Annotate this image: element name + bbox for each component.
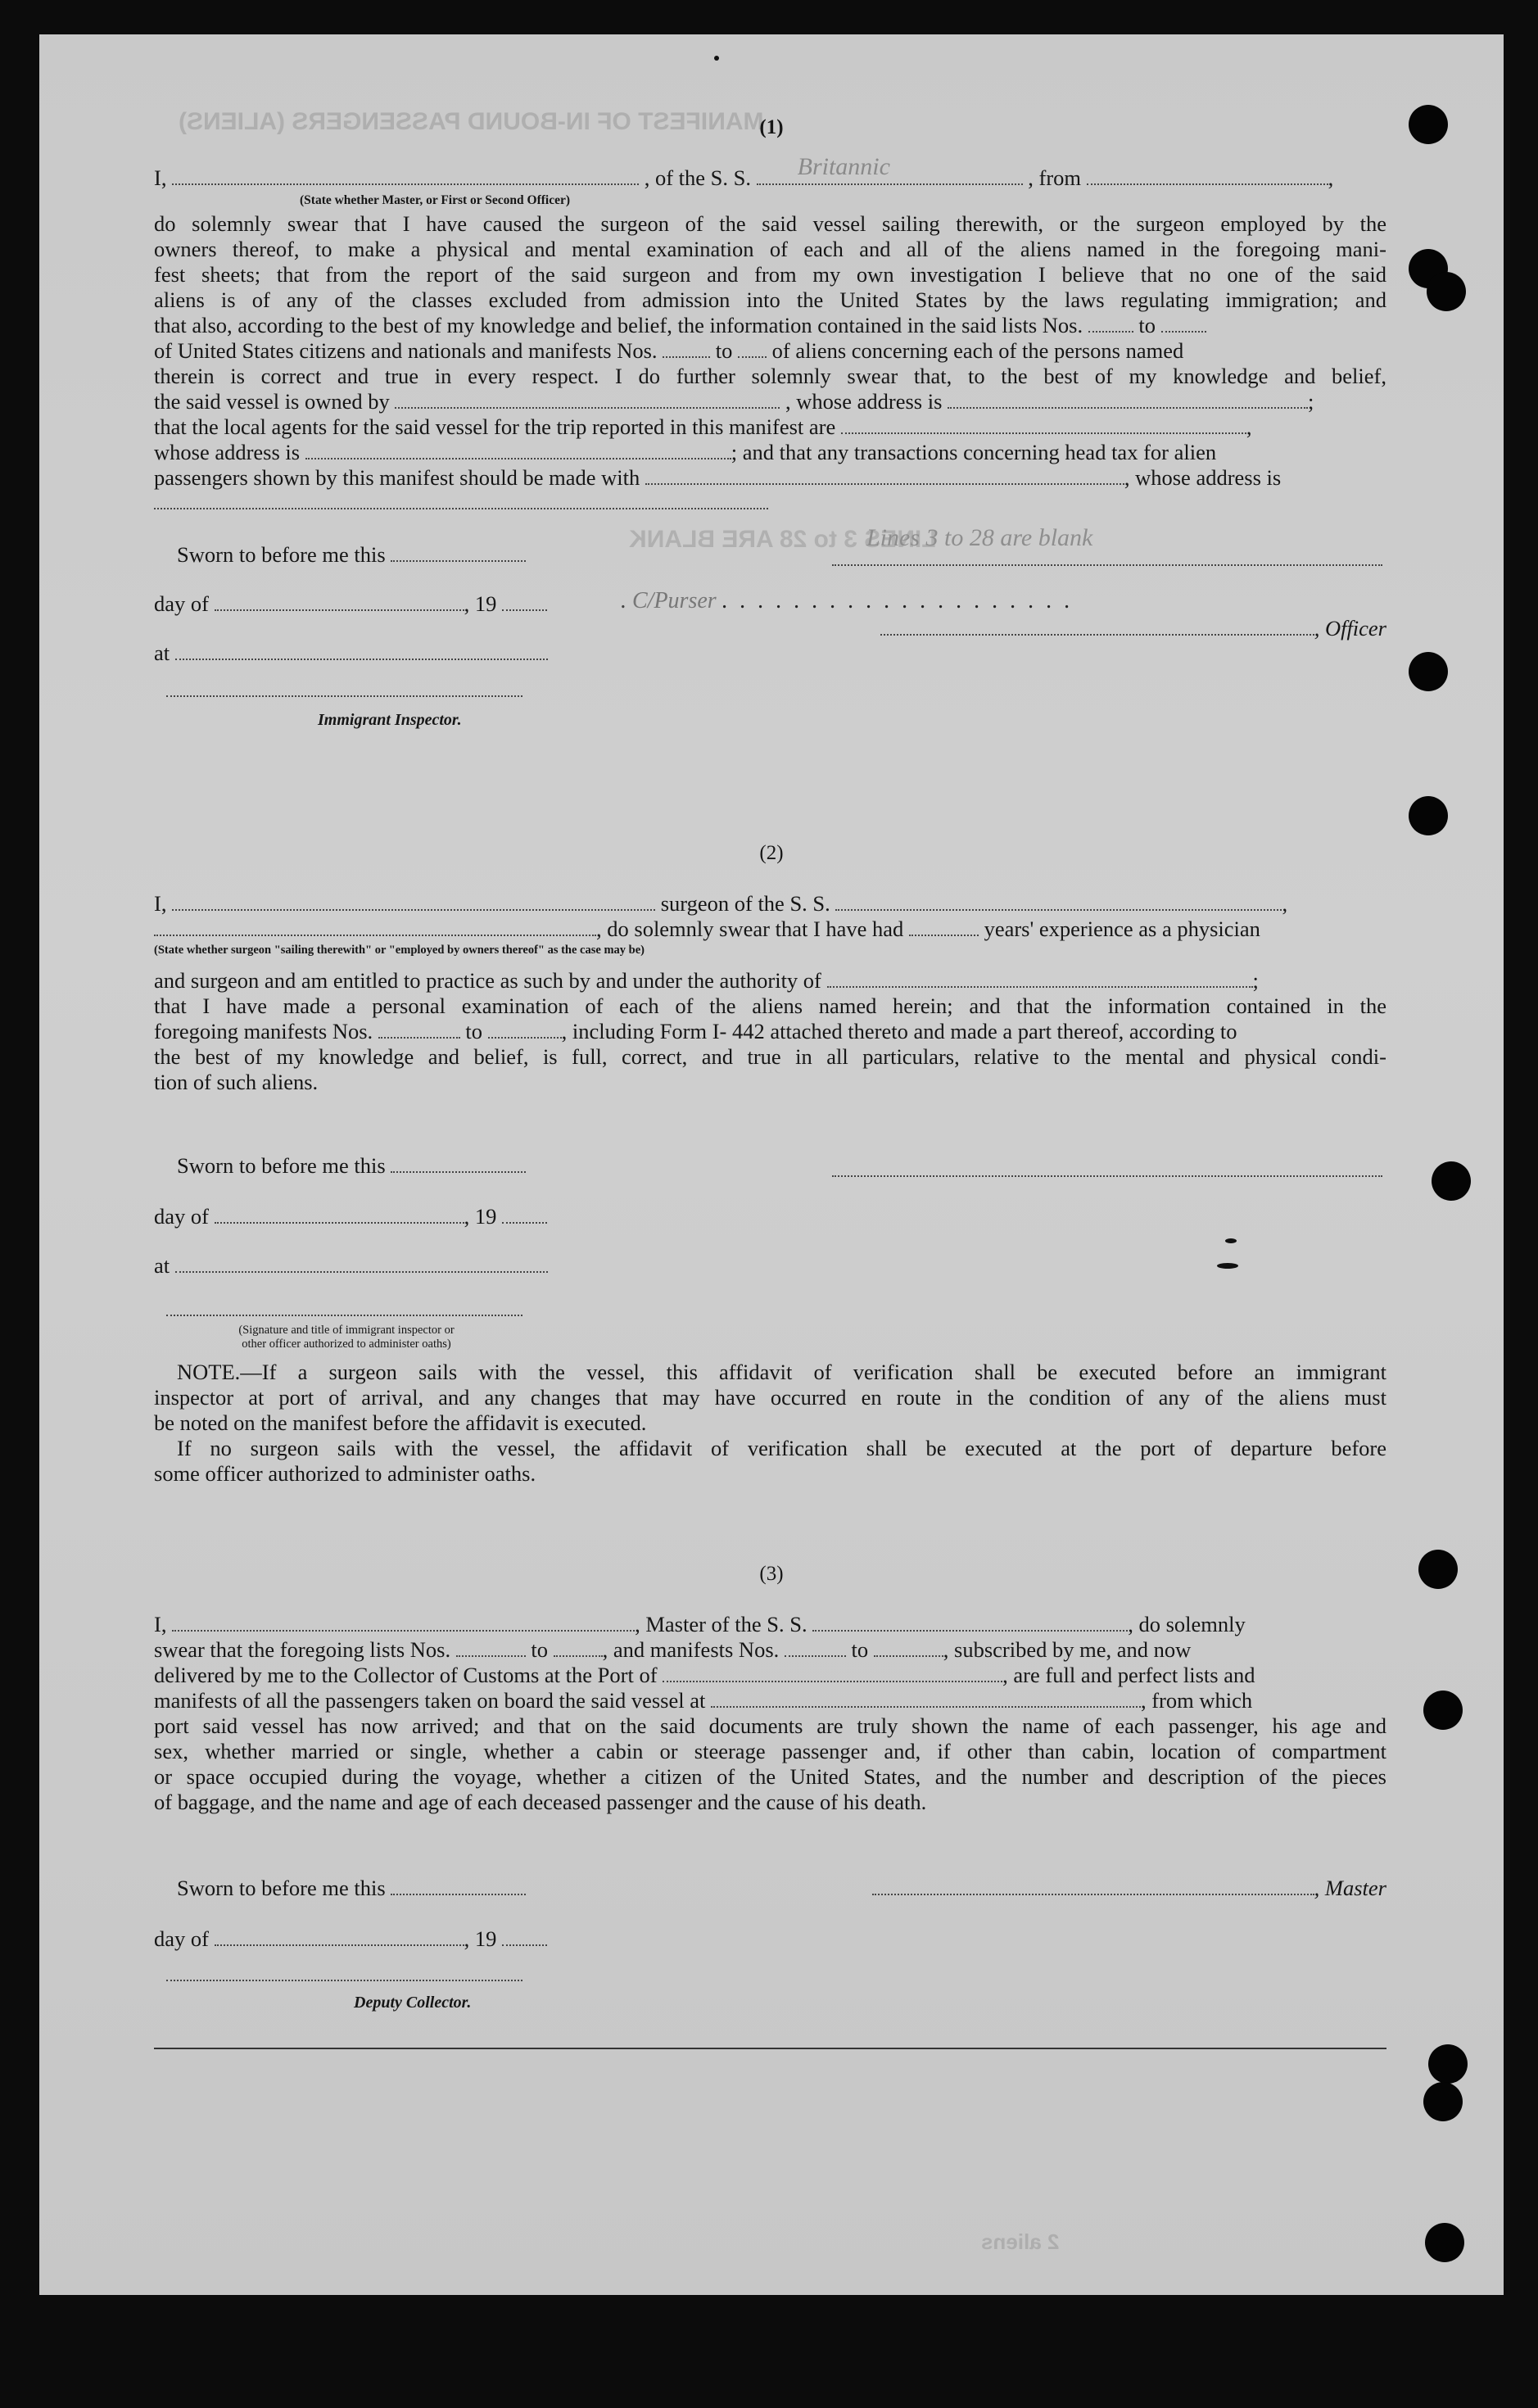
day-of-line: day of , 19 [154, 1204, 727, 1229]
section2-and-line: and surgeon and am entitled to practice as such by and under the authority of ; [154, 968, 1259, 993]
sworn-line: Sworn to before me this [177, 1876, 750, 1901]
sworn-line: Sworn to before me this [177, 542, 750, 568]
collector-signature-line[interactable] [166, 1979, 522, 1981]
bleed-through-text: LINES 3 to 28 ARE BLANK [629, 526, 937, 553]
section1-passengers-line: passengers shown by this manifest should be made with , whose address is [154, 465, 1282, 490]
section2-line1: I, surgeon of the S. S. , [154, 891, 1288, 916]
section3-para-line: or space occupied during the voyage, whether a citizen of the United States, and the number and description of the pieces [154, 1764, 1386, 1789]
signature-line[interactable] [832, 564, 1382, 566]
fill-in-master[interactable] [172, 1612, 635, 1632]
section2-foregoing-line: foregoing manifests Nos. to , including Form I- 442 attached thereto and made a part thereof, according to [154, 1019, 1237, 1043]
signature-line[interactable] [832, 1175, 1382, 1177]
fill-in-agents-address[interactable] [305, 440, 731, 459]
fill-in-manifest-from[interactable] [663, 338, 710, 358]
section2-para-line: the best of my knowledge and belief, is full, correct, and true in all particulars, relative to the mental and physical condi- [154, 1044, 1386, 1069]
fill-in-vessel[interactable] [835, 891, 1282, 911]
fill-in-agents[interactable] [841, 414, 1246, 434]
punch-hole [1409, 652, 1448, 691]
section-number: (2) [759, 842, 784, 864]
fill-in-place[interactable] [175, 1253, 548, 1273]
note-line: inspector at port of arrival, and any changes that may have occurred en route in the condition of any of the aliens must [154, 1385, 1386, 1410]
fill-in-manifest-to[interactable] [738, 338, 767, 358]
officer-hint-label: (State whether Master, or First or Second Officer) [300, 193, 571, 207]
fill-in-manifest-from[interactable] [785, 1637, 846, 1657]
at-line: at [154, 640, 727, 666]
fill-in-lists-from[interactable] [1088, 313, 1133, 333]
ink-speck [1225, 1238, 1237, 1243]
section1-para-line: fest sheets; that from the report of the said surgeon and from my own investigation I believe that no one of the said [154, 262, 1386, 287]
bleed-through-text: 2 aliens [981, 2229, 1060, 2254]
bottom-rule [154, 2048, 1386, 2049]
section1-para-line: do solemnly swear that I have caused the surgeon of the said vessel sailing therewith, or the surgeon employed by the [154, 211, 1386, 236]
inspector-signature-line[interactable] [166, 695, 522, 697]
fill-in-officer[interactable] [172, 165, 639, 185]
section1-line1: I, , of the S. S. Britannic , from , [154, 153, 1334, 190]
section2-para-line: tion of such aliens. [154, 1070, 319, 1094]
fill-in-year[interactable] [502, 591, 547, 611]
day-of-line: day of , 19 [154, 591, 727, 617]
section3-line2: swear that the foregoing lists Nos. to , and manifests Nos. to , subscribed by me, and now [154, 1637, 1192, 1662]
fill-in-head-tax-address[interactable] [154, 507, 768, 509]
note-line: some officer authorized to administer oaths. [154, 1461, 536, 1486]
fill-in-owner[interactable] [395, 389, 780, 409]
master-line: , Master [826, 1876, 1386, 1901]
officer-line: , Officer [826, 616, 1386, 641]
surgeon-hint-label: (State whether surgeon "sailing therewith" or "employed by owners thereof" as the case may be) [154, 944, 645, 957]
fill-in-years[interactable] [909, 917, 979, 936]
fill-in-owner-address[interactable] [948, 389, 1308, 409]
fill-in-month[interactable] [215, 1204, 464, 1224]
note-line: be noted on the manifest before the affidavit is executed. [154, 1410, 647, 1435]
section3-line4: manifests of all the passengers taken on board the said vessel at , from which [154, 1688, 1253, 1713]
fill-in-sworn-day[interactable] [391, 1153, 526, 1173]
handwritten-lines-note: Lines 3 to 28 are blank [866, 524, 1093, 551]
fill-in-master-signature[interactable] [872, 1876, 1314, 1895]
ink-speck [714, 56, 719, 61]
signature-title-label: (Signature and title of immigrant inspector or other officer authorized to administer oaths) [238, 1324, 455, 1351]
fill-in-month[interactable] [215, 1926, 464, 1946]
fill-in-embark-port[interactable] [711, 1688, 1141, 1708]
sworn-line: Sworn to before me this [177, 1153, 750, 1179]
bleed-through-text: MANIFEST OF IN-BOUND PASSENGERS (ALIENS) [179, 108, 764, 135]
fill-in-officer-signature[interactable] [880, 616, 1314, 636]
fill-in-lists-to[interactable] [1161, 313, 1206, 333]
section2-para-line: that I have made a personal examination of each of the aliens named herein; and that the information contained in the [154, 994, 1386, 1018]
section2-line2: , do solemnly swear that I have had years' experience as a physician [154, 917, 1386, 942]
section3-line3: delivered by me to the Collector of Customs at the Port of , are full and perfect lists and [154, 1663, 1255, 1687]
fill-in-lists-from[interactable] [456, 1637, 526, 1657]
handwritten-officer-signature: . C/Purser . . . . . . . . . . . . . . . . . . . . [621, 588, 1074, 613]
fill-in-surgeon[interactable] [172, 891, 655, 911]
punch-hole [1409, 796, 1448, 835]
inspector-label: Immigrant Inspector. [318, 711, 462, 729]
fill-in-authority[interactable] [827, 968, 1253, 988]
fill-in-port[interactable] [663, 1663, 1002, 1682]
section1-owned-line: the said vessel is owned by , whose address is ; [154, 389, 1314, 414]
section3-line1: I, , Master of the S. S. , do solemnly [154, 1612, 1246, 1636]
fill-in-month[interactable] [215, 591, 464, 611]
section3-para-line: of baggage, and the name and age of each deceased passenger and the cause of his death. [154, 1790, 927, 1814]
fill-in-year[interactable] [502, 1204, 547, 1224]
fill-in-manifest-from[interactable] [378, 1019, 460, 1039]
punch-hole [1432, 1161, 1471, 1201]
collector-label: Deputy Collector. [354, 1994, 472, 2012]
fill-in-vessel[interactable] [812, 1612, 1128, 1632]
fill-in-sworn-day[interactable] [391, 1876, 526, 1895]
day-of-line: day of , 19 [154, 1926, 727, 1952]
section1-para-line: aliens is of any of the classes excluded from admission into the United States by the laws regulating immigration; and [154, 287, 1386, 312]
at-line: at [154, 1253, 727, 1279]
section1-lists-line: that also, according to the best of my knowledge and belief, the information contained in the said lists Nos. to [154, 313, 1386, 338]
fill-in-surgeon-status[interactable] [154, 917, 596, 936]
fill-in-manifest-to[interactable] [874, 1637, 943, 1657]
section1-address-line: whose address is ; and that any transactions concerning head tax for alien [154, 440, 1217, 464]
inspector-signature-line[interactable] [166, 1314, 522, 1316]
section3-para-line: sex, whether married or single, whether a cabin or steerage passenger and, if other than cabin, location of compartment [154, 1739, 1386, 1763]
punch-hole [1423, 1691, 1463, 1730]
fill-in-from[interactable] [1087, 165, 1328, 185]
fill-in-manifest-to[interactable] [488, 1019, 562, 1039]
section1-citizens-line: of United States citizens and nationals and manifests Nos. to of aliens concerning each of the persons named [154, 338, 1184, 363]
section3-para-line: port said vessel has now arrived; and that on the said documents are truly shown the name of each passenger, his age and [154, 1713, 1386, 1738]
manifest-page [39, 34, 1504, 2295]
ink-speck [1217, 1263, 1238, 1269]
fill-in-head-tax-agent[interactable] [645, 465, 1124, 485]
note-line: NOTE.—If a surgeon sails with the vessel, this affidavit of verification shall be executed before an immigrant [177, 1360, 1386, 1384]
punch-hole [1425, 2223, 1464, 2262]
handwritten-vessel-name: Britannic [797, 153, 890, 180]
punch-hole [1427, 272, 1466, 311]
fill-in-place[interactable] [175, 640, 548, 660]
punch-hole [1423, 2082, 1463, 2121]
fill-in-vessel[interactable] [757, 153, 1023, 185]
fill-in-sworn-day[interactable] [391, 542, 526, 562]
section1-agents-line: that the local agents for the said vessel for the trip reported in this manifest are , [154, 414, 1252, 439]
section-number: (1) [759, 116, 784, 138]
fill-in-year[interactable] [502, 1926, 547, 1946]
punch-hole [1428, 2044, 1468, 2084]
section1-para-line: owners thereof, to make a physical and mental examination of each and all of the aliens named in the foregoing mani- [154, 237, 1386, 261]
fill-in-lists-to[interactable] [554, 1637, 603, 1657]
section1-therein-line: therein is correct and true in every respect. I do further solemnly swear that, to the best of my knowledge and belief, [154, 364, 1386, 388]
section-number: (3) [759, 1563, 784, 1585]
note-line: If no surgeon sails with the vessel, the affidavit of verification shall be executed at the port of departure before [177, 1436, 1386, 1460]
